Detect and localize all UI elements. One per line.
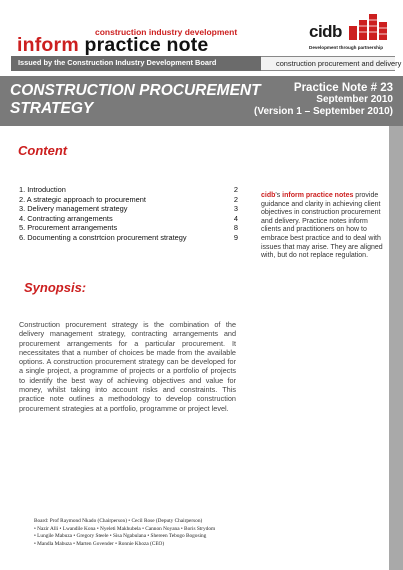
toc-item[interactable] xyxy=(19,233,238,243)
header-title-rest: practice note xyxy=(78,34,209,56)
toc-item[interactable] xyxy=(19,195,238,205)
category-text: construction procurement and delivery xyxy=(276,59,402,68)
logo-text: cidb xyxy=(309,22,342,41)
toc-label: 1. Introduction xyxy=(19,185,66,194)
content-heading: Content xyxy=(18,143,68,158)
toc-item[interactable] xyxy=(19,185,238,195)
issuer-text: Issued by the Construction Industry Development Board xyxy=(18,58,217,67)
toc-label: 5. Procurement arrangements xyxy=(19,223,118,232)
board-members xyxy=(34,518,254,548)
practice-note-version: (Version 1 – September 2010) xyxy=(254,106,393,117)
practice-note-description xyxy=(261,192,385,261)
note-body: provide guidance and clarity in achieving client objectives in construction procurement and delivery. Practice notes inform clients and practitioners on how to embrace best practice and to deal with issues that may arise. They are aligned with, but do not replace regulation. xyxy=(261,192,383,260)
issuer-band-right xyxy=(261,56,402,71)
note-brand: cidb xyxy=(261,192,276,199)
toc-page: 2 xyxy=(233,185,238,194)
synopsis-heading: Synopsis: xyxy=(24,280,87,295)
toc-label: 2. A strategic approach to procurement xyxy=(19,194,146,204)
issuer-band-left xyxy=(11,56,261,71)
toc-page: 3 xyxy=(233,204,238,213)
header-subtitle: construction industry development xyxy=(95,27,238,37)
board-line: • Nazir Alli • Lwandile Kona • Nyeleti Makhubela • Cannon Noyana • Boris Strydom xyxy=(34,525,216,532)
toc-label: 3. Delivery management strategy xyxy=(19,204,128,213)
toc-page: 2 xyxy=(233,194,238,204)
logo-tagline: Development through partnership xyxy=(309,45,384,50)
practice-note-number: Practice Note # 23 xyxy=(293,82,393,94)
header-title-accent: inform xyxy=(17,34,79,56)
board-line: Board: Prof Raymond Nkado (Chairperson) • Cecil Rose (Deputy Chairperson) xyxy=(34,518,203,524)
toc-item[interactable] xyxy=(19,204,238,214)
board-line: • Mandla Mabuza • Marten Govender • Ronnie Khoza (CEO) xyxy=(34,540,165,547)
toc-label: 4. Contracting arrangements xyxy=(19,213,113,223)
header-title xyxy=(17,34,208,57)
issuer-band xyxy=(11,56,402,71)
toc-page: 4 xyxy=(233,213,238,223)
note-apostrophe: 's xyxy=(275,192,283,199)
toc-item[interactable] xyxy=(19,223,238,233)
title-banner xyxy=(0,76,403,126)
board-line: • Lungile Mabuza • Gregory Steele • Sisa Ngabulana • Shereen Tebogo Bogosing xyxy=(34,533,207,539)
practice-note-info xyxy=(254,82,393,118)
practice-note-date: September 2010 xyxy=(316,94,393,105)
toc-label: 6. Documenting a constrtcion procurement strategy xyxy=(19,232,187,242)
toc-page: 9 xyxy=(233,232,238,242)
document-title: CONSTRUCTION PROCUREMENT STRATEGY xyxy=(10,82,261,117)
toc-page: 8 xyxy=(233,223,238,232)
synopsis-body: Construction procurement strategy is the combination of the delivery management strategy, contracting arrangements and procurement arrangements for a particular procurement. It necessitates that a number of choices be made from the available options. A construction procurement strategy can be developed for a single project, a programme of projects or a portfolio of projects to identify the best way of achieving objectives and value for money, whilst taking into account risks and constraints. This practice note outlines a methodology to develop construction procurement strategies at a portfolio, programme or project level. xyxy=(19,320,236,413)
note-bold-phrase: inform practice notes xyxy=(282,192,354,199)
table-of-contents xyxy=(19,185,238,242)
side-column xyxy=(389,126,403,570)
toc-item[interactable] xyxy=(19,214,238,224)
